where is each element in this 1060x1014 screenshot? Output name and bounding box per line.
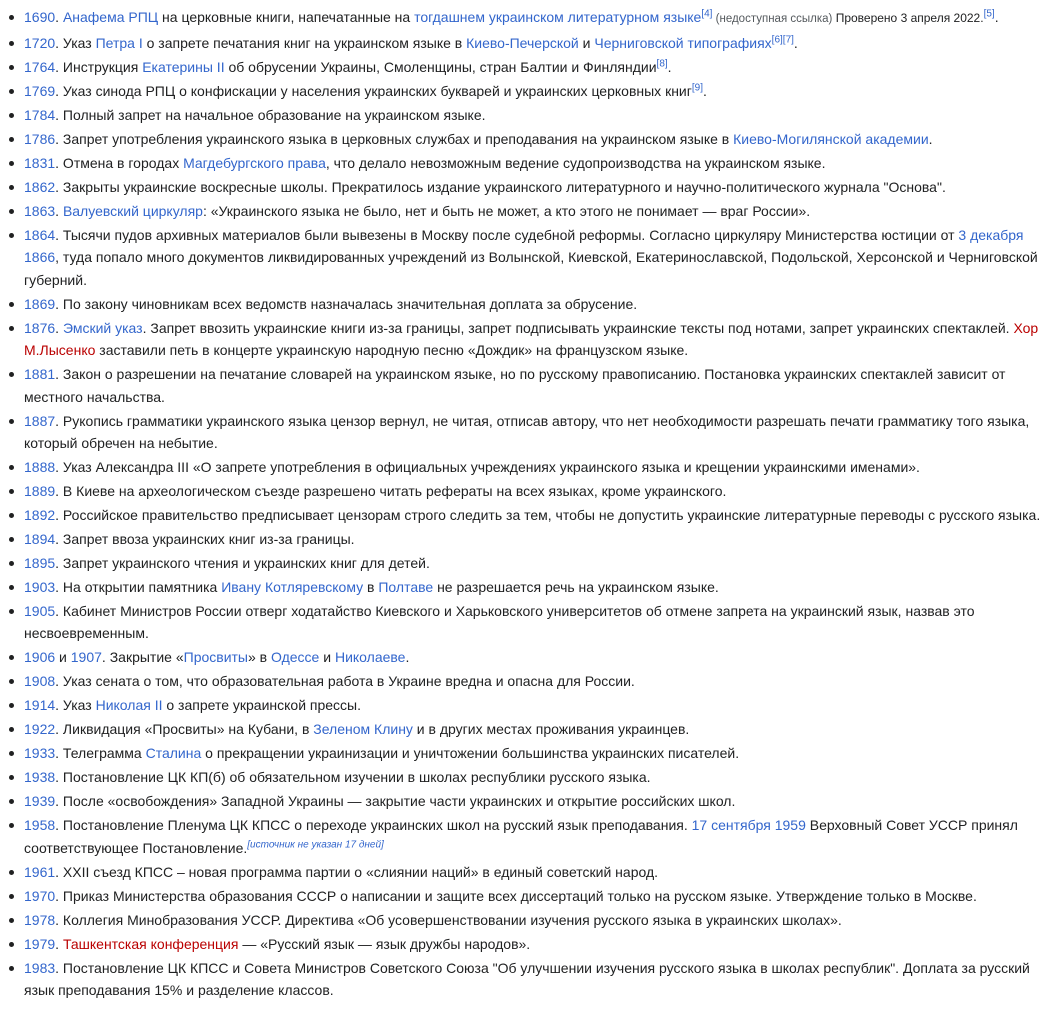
reference-link[interactable]: [7] [782,34,794,46]
item-text: . На открытии памятника [55,579,222,596]
wiki-link[interactable]: 1908 [24,673,56,690]
item-text: . [405,649,410,666]
reference-link[interactable]: [4] [701,8,713,20]
citation-needed-tag[interactable] [247,839,384,850]
wiki-link[interactable]: Екатерины II [142,59,225,75]
wiki-link[interactable]: 1876 [24,319,56,336]
item-text: , что делало невозможным ведение судопроизводства на украинском языке. [325,155,826,171]
wiki-link[interactable]: 1888 [24,459,56,476]
timeline-item [24,480,1048,502]
wiki-link[interactable]: 1831 [24,155,56,171]
item-text: в [363,579,379,596]
item-text: . XXII съезд КПСС – новая программа партии о «слиянии наций» в единый советский народ. [55,863,659,880]
item-text: . Запрет украинского чтения и украинских книг для детей. [55,555,430,572]
item-text: . Закрытие « [101,649,184,666]
item-text: . [55,319,63,336]
wiki-link[interactable]: 1983 [24,959,56,976]
wiki-link[interactable]: 1769 [24,83,56,99]
item-text: . Указ сената о том, что образовательная работа в Украине вредна и опасна для России. [55,673,635,690]
wiki-link[interactable]: Сталина [145,745,202,762]
wiki-link[interactable]: 1979 [24,935,56,952]
wiki-link[interactable]: 1862 [24,179,56,195]
item-text: . Указ синода РПЦ о конфискации у населения украинских букварей и украинских церковных книг [55,83,692,99]
wiki-link[interactable]: 1866 [24,249,56,266]
timeline-item [24,718,1048,740]
wiki-link[interactable]: 1905 [24,603,56,620]
wiki-link[interactable]: 1958 [24,817,56,834]
wiki-link[interactable]: Ивану Котляревскому [221,579,364,596]
wiki-link[interactable]: Анафема РПЦ [62,9,159,25]
wiki-link[interactable]: 1978 [24,911,56,928]
timeline-item [24,224,1048,291]
timeline-item [24,885,1048,907]
wiki-link[interactable]: 1881 [24,366,56,383]
item-text: , туда попало много документов ликвидированных учреждений из Волынской, Киевской, Екатеринославской, Подольской, Херсонской и Черниговской губерний. [24,249,1038,288]
dead-link-note: (недоступная ссылка) [712,13,833,25]
wiki-link[interactable]: 1764 [24,59,56,75]
wiki-link[interactable]: 1894 [24,531,56,548]
wiki-link[interactable]: Черниговской типографиях [594,35,772,51]
wiki-link[interactable]: 1887 [24,412,56,429]
timeline-item [24,694,1048,716]
timeline-item [24,742,1048,764]
checked-date-note: Проверено 3 апреля 2022. [832,11,984,25]
wiki-link[interactable]: 3 декабря [958,227,1024,243]
timeline-item [24,576,1048,598]
item-text: — «Русский язык — язык дружбы народов». [238,935,531,952]
timeline-item [24,528,1048,550]
wiki-link[interactable]: Зеленом Клину [313,721,413,738]
wiki-link[interactable]: 1863 [24,203,56,219]
wiki-link[interactable]: Эмский указ [62,319,143,336]
wiki-link[interactable]: 1970 [24,887,56,904]
item-text: . Тысячи пудов архивных материалов были вывезены в Москву после судебной реформы. Согласно циркуляру Министерства юстиции от [55,227,959,243]
item-text: и [578,35,595,51]
wiki-link[interactable]: Магдебургского права [183,155,326,171]
item-text: . Закон о разрешении на печатание словарей на украинском языке, но по русскому правописанию. Постановка украинских спектаклей зависит от местного начальства. [24,366,1006,405]
timeline-item [24,504,1048,526]
timeline-item [24,766,1048,788]
item-text: . Запрет ввоза украинских книг из-за границы. [55,531,355,548]
item-text: и [55,649,71,666]
wiki-link[interactable]: 1938 [24,769,56,786]
item-text: на церковные книги, напечатанные на [158,9,415,25]
wiki-link[interactable]: Валуевский циркуляр [62,203,203,219]
wiki-link[interactable]: 1961 [24,863,56,880]
wiki-link[interactable]: Николаеве [334,649,406,666]
timeline-item [24,814,1048,859]
item-text: » в [248,649,272,666]
item-text: . Ликвидация «Просвиты» на Кубани, в [55,721,314,738]
timeline-item [24,552,1048,574]
item-text: об обрусении Украины, Смоленщины, стран Балтии и Финляндии [224,59,657,75]
item-text: . [702,83,707,99]
wiki-link[interactable]: 1690 [24,9,56,25]
timeline-item [24,317,1048,362]
item-text: о прекращении украинизации и уничтожении большинства украинских писателей. [201,745,740,762]
wiki-link[interactable]: 1895 [24,555,56,572]
wiki-link[interactable]: 17 сентября 1959 [691,817,806,834]
timeline-item [24,176,1048,198]
timeline-item [24,152,1048,174]
item-text: . Постановление ЦК КП(б) об обязательном изучении в школах республики русского языка. [55,769,651,786]
timeline-item [24,861,1048,883]
wiki-link[interactable]: Киево-Печерской [466,35,579,51]
reference-link[interactable]: [8] [656,58,668,70]
reference-link[interactable]: [9] [691,82,703,94]
item-text: . Запрет употребления украинского языка в церковных службах и преподавания на украинском языке в [55,131,734,147]
item-text: . Указ Александра III «О запрете употребления в официальных учреждениях украинского языка и крещении украинскими именами». [55,459,920,476]
item-text: . После «освобождения» Западной Украины — закрытие части украинских и открытие российских школ. [55,793,736,810]
item-text: . Указ [55,35,96,51]
item-text: о запрете печатания книг на украинском языке в [142,35,467,51]
item-text: . Постановление ЦК КПСС и Совета Министров Советского Союза "Об улучшении изучения русского языка в школах республик". Доплата за русский язык преподавания 15% и разделение классов. [24,959,1030,999]
item-text: о запрете украинской прессы. [162,697,362,714]
wiki-link[interactable]: 1939 [24,793,56,810]
item-text: Верховный Совет УССР принял соответствующее Постановление. [24,817,1018,856]
item-text: . По закону чиновникам всех ведомств назначалась значительная доплата за обрусение. [55,295,638,312]
item-text: . Постановление Пленума ЦК КПСС о переходе украинских школ на русский язык преподавания. [55,817,692,834]
timeline-item [24,670,1048,692]
item-text: . В Киеве на археологическом съезде разрешено читать рефераты на всех языках, кроме украинского. [55,483,727,500]
item-text: . Инструкция [55,59,143,75]
item-text: и в других местах проживания украинцев. [412,721,690,738]
item-text: и [319,649,335,666]
item-text: . Указ [55,697,96,714]
wiki-link[interactable]: 1907 [70,649,102,666]
wiki-link[interactable]: 1864 [24,227,56,243]
wiki-link[interactable]: 1922 [24,721,56,738]
wiki-link[interactable]: Полтаве [378,579,434,596]
timeline-item [24,600,1048,645]
timeline-item [24,104,1048,126]
item-text: . Полный запрет на начальное образование на украинском языке. [55,107,486,123]
timeline-item [24,646,1048,668]
missing-page-link[interactable]: Ташкентская конференция [62,935,239,952]
item-text: . [55,935,63,952]
item-text: . Телеграмма [55,745,146,762]
timeline-item [24,293,1048,315]
item-text: . Российское правительство предписывает цензорам строго следить за тем, чтобы не допустить украинские литературные переводы с русского языка. [55,507,1041,524]
timeline-item [24,909,1048,931]
reference-link[interactable]: [5] [983,8,995,20]
item-text: . Рукопись грамматики украинского языка цензор вернул, не читая, отписав автору, что нет необходимости разрешать печати грамматику того языка, который обречен на небытие. [24,412,1030,452]
wiki-link[interactable]: 1786 [24,131,56,147]
timeline-item [24,957,1048,1002]
item-text: . Коллегия Минобразования УССР. Директива «Об усовершенствовании изучения русского языка в украинских школах». [55,911,842,928]
item-text: . [55,203,63,219]
missing-page-link[interactable]: Хор М.Лысенко [24,319,1039,359]
item-text: . Закрыты украинские воскресные школы. Прекратилось издание украинского литературного и научно-политического журнала "Основа". [55,179,946,195]
timeline-item [24,363,1048,408]
wiki-link[interactable]: 1720 [24,35,56,51]
timeline-item [24,6,1048,30]
timeline-item [24,410,1048,455]
item-text: . [667,59,672,75]
timeline-item [24,80,1048,102]
wiki-link[interactable]: Одессе [271,649,320,666]
timeline-item [24,790,1048,812]
wiki-link[interactable]: 1914 [24,697,56,714]
wiki-link[interactable]: Просвиты [183,649,248,666]
wiki-link[interactable]: 1869 [24,295,56,312]
wiki-link[interactable]: 1906 [24,649,56,666]
item-text: . [994,9,999,25]
item-text: : «Украинского языка не было, нет и быть не может, а кто этого не понимает — враг России». [202,203,811,219]
item-text: заставили петь в концерте украинскую народную песню «Дождик» на французском языке. [95,342,689,359]
timeline-item [24,456,1048,478]
wiki-link[interactable]: 1892 [24,507,56,524]
item-text: . Запрет ввозить украинские книги из-за границы, запрет подписывать украинские тексты под нотами, запрет украинских спектаклей. [142,319,1014,336]
wiki-link[interactable]: Киево-Могилянской академии [733,131,929,147]
wiki-link[interactable]: 1933 [24,745,56,762]
wiki-link[interactable]: 1784 [24,107,56,123]
wiki-link[interactable]: тогдашнем украинском литературном языке [414,9,702,25]
item-text: . [928,131,933,147]
timeline-item [24,128,1048,150]
item-text: не разрешается речь на украинском языке. [433,579,719,596]
timeline-item [24,200,1048,222]
item-text: . Приказ Министерства образования СССР о написании и защите всех диссертаций только на русском языке. Утверждение только в Москве. [55,887,977,904]
timeline-item [24,32,1048,54]
wiki-link[interactable]: 1903 [24,579,56,596]
reference-link[interactable]: [6] [771,34,783,46]
item-text: . Кабинет Министров России отверг ходатайство Киевского и Харьковского университетов об отмене запрета на украинский язык, назвав это несвоевременным. [24,603,975,642]
item-text: . Отмена в городах [55,155,184,171]
citation-needed-text[interactable]: [источник не указан 17 дней] [247,839,384,851]
item-text: . [793,35,798,51]
timeline-item [24,933,1048,955]
item-text: . [55,9,63,25]
wiki-link[interactable]: 1889 [24,483,56,500]
timeline-item [24,56,1048,78]
wiki-link[interactable]: Петра I [95,35,143,51]
wiki-link[interactable]: Николая II [95,697,163,714]
